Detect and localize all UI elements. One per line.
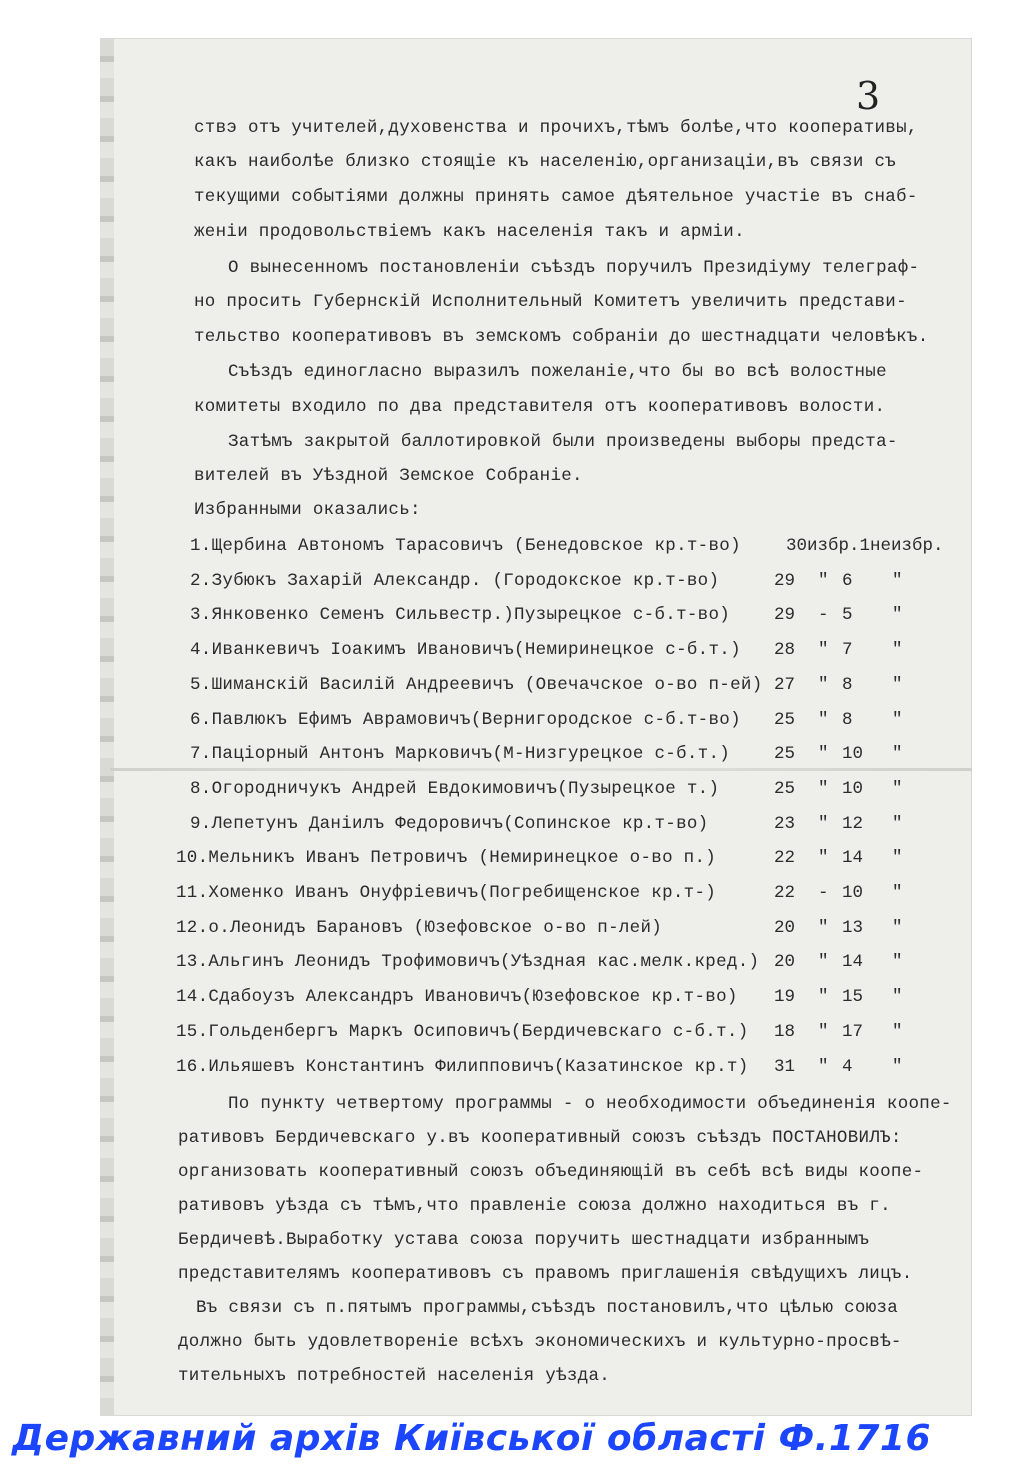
candidate-entry: 16.Ильяшевъ Константинъ Филипповичъ(Казатинское кр.т) [176, 1057, 749, 1077]
candidate-entry: 12.о.Леонидъ Барановъ (Юзефовское о-во п-лей) [176, 918, 663, 938]
ditto-mark: " [818, 640, 829, 660]
votes-for: 31 [774, 1057, 796, 1077]
votes-for: 22 [774, 848, 796, 868]
votes-for: 25 [774, 779, 796, 799]
votes-against: 10 [842, 779, 864, 799]
ditto-mark: " [818, 779, 829, 799]
text-line: ствэ отъ учителей,духовенства и прочихъ,тѣмъ болѣе,что кооперативы, [194, 118, 918, 138]
archive-watermark: Державний архів Київської області Ф.1716 [12, 1418, 932, 1459]
votes-against: 10 [842, 744, 864, 764]
candidate-entry: 7.Паціорный Антонъ Марковичъ(М-Низгурецкое с-б.т.) [190, 744, 731, 764]
text-line: тительныхъ потребностей населенія уѣзда. [178, 1366, 611, 1386]
text-line: Въ связи съ п.пятымъ программы,съѣздъ постановилъ,что цѣлью союза [196, 1298, 899, 1318]
votes-for: 20 [774, 952, 796, 972]
ditto-mark: " [818, 675, 829, 695]
vote-tally: 30избр.1неизбр. [786, 536, 944, 556]
votes-against: 7 [842, 640, 853, 660]
votes-for: 29 [774, 571, 796, 591]
ditto-mark: " [892, 640, 903, 660]
votes-against: 15 [842, 987, 864, 1007]
text-line: представителямъ кооперативовъ съ правомъ приглашенія свѣдущихъ лицъ. [178, 1264, 913, 1284]
ditto-mark: " [818, 987, 829, 1007]
ditto-mark: " [892, 987, 903, 1007]
ditto-mark: " [892, 710, 903, 730]
ditto-mark: " [892, 1022, 903, 1042]
candidate-entry: 5.Шиманскій Василій Андреевичъ (Овечачское о-во п-ей) [190, 675, 763, 695]
votes-for: 23 [774, 814, 796, 834]
text-line: О вынесенномъ постановленіи съѣздъ поручилъ Президіуму телеграф- [228, 258, 920, 278]
ditto-mark: " [818, 1057, 829, 1077]
votes-against: 12 [842, 814, 864, 834]
text-line: ративовъ уѣзда съ тѣмъ,что правленіе союза должно находиться въ г. [178, 1196, 891, 1216]
ditto-mark: " [818, 744, 829, 764]
text-line: По пункту четвертому программы - о необходимости объединенія коопе- [228, 1094, 952, 1114]
ditto-mark: " [818, 1022, 829, 1042]
votes-against: 8 [842, 675, 853, 695]
ditto-mark: " [818, 848, 829, 868]
page-number: 3 [856, 74, 881, 118]
ditto-mark: " [892, 1057, 903, 1077]
text-line: Избранными оказались: [194, 500, 421, 520]
candidate-entry: 1.Щербина Автономъ Тарасовичъ (Бенедовское кр.т-во) [190, 536, 741, 556]
votes-for: 27 [774, 675, 796, 695]
text-line: ративовъ Бердичевскаго у.въ кооперативный союзъ съѣздъ ПОСТАНОВИЛЪ: [178, 1128, 902, 1148]
votes-against: 17 [842, 1022, 864, 1042]
text-line: какъ наиболѣе близко стоящіе къ населенію,организаціи,въ связи съ [194, 152, 897, 172]
text-line: текущими событіями должны принять самое дѣятельное участіе въ снаб- [194, 187, 918, 207]
ditto-mark: - [818, 605, 829, 625]
candidate-entry: 11.Хоменко Иванъ Онуфріевичъ(Погребищенское кр.т-) [176, 883, 717, 903]
votes-against: 14 [842, 848, 864, 868]
candidate-entry: 10.Мельникъ Иванъ Петровичъ (Немиринецкое о-во п.) [176, 848, 717, 868]
votes-against: 4 [842, 1057, 853, 1077]
votes-against: 5 [842, 605, 853, 625]
ditto-mark: - [818, 883, 829, 903]
votes-against: 13 [842, 918, 864, 938]
candidate-entry: 15.Гольденбергъ Маркъ Осиповичъ(Бердичевскаго с-б.т.) [176, 1022, 749, 1042]
votes-against: 6 [842, 571, 853, 591]
ditto-mark: " [892, 744, 903, 764]
ditto-mark: " [892, 605, 903, 625]
votes-for: 28 [774, 640, 796, 660]
text-line: Затѣмъ закрытой баллотировкой были произведены выборы предста- [228, 432, 898, 452]
paper-fold [110, 768, 972, 771]
text-line: Съѣздъ единогласно выразилъ пожеланіе,что бы во всѣ волостные [228, 362, 887, 382]
ditto-mark: " [892, 814, 903, 834]
ditto-mark: " [818, 918, 829, 938]
text-line: вителей въ Уѣздной Земское Собраніе. [194, 466, 583, 486]
ditto-mark: " [818, 571, 829, 591]
ditto-mark: " [818, 814, 829, 834]
candidate-entry: 6.Павлюкъ Ефимъ Аврамовичъ(Вернигородское с-б.т-во) [190, 710, 741, 730]
candidate-entry: 9.Лепетунъ Даніилъ Федоровичъ(Сопинское кр.т-во) [190, 814, 709, 834]
ditto-mark: " [818, 710, 829, 730]
text-line: Бердичевѣ.Выработку устава союза поручить шестнадцати избраннымъ [178, 1230, 870, 1250]
votes-against: 10 [842, 883, 864, 903]
ditto-mark: " [892, 918, 903, 938]
votes-for: 25 [774, 744, 796, 764]
text-line: но просить Губернскій Исполнительный Комитетъ увеличить представи- [194, 292, 907, 312]
ditto-mark: " [892, 952, 903, 972]
votes-against: 14 [842, 952, 864, 972]
votes-against: 8 [842, 710, 853, 730]
text-line: должно быть удовлетвореніе всѣхъ экономическихъ и культурно-просвѣ- [178, 1332, 902, 1352]
candidate-entry: 13.Альгинъ Леонидъ Трофимовичъ(Уѣздная кас.мелк.кред.) [176, 952, 760, 972]
candidate-entry: 8.Огородничукъ Андрей Евдокимовичъ(Пузырецкое т.) [190, 779, 720, 799]
text-line: тельство кооперативовъ въ земскомъ собраніи до шестнадцати человѣкъ. [194, 327, 929, 347]
ditto-mark: " [892, 779, 903, 799]
candidate-entry: 3.Янковенко Семенъ Сильвестр.)Пузырецкое с-б.т-во) [190, 605, 731, 625]
text-line: комитеты входило по два представителя отъ кооперативовъ волости. [194, 397, 886, 417]
ditto-mark: " [818, 952, 829, 972]
ditto-mark: " [892, 848, 903, 868]
candidate-entry: 14.Сдабоузъ Александръ Ивановичъ(Юзефовское кр.т-во) [176, 987, 738, 1007]
candidate-entry: 4.Иванкевичъ Іоакимъ Ивановичъ(Немиринецкое с-б.т.) [190, 640, 741, 660]
ditto-mark: " [892, 883, 903, 903]
candidate-entry: 2.Зубюкъ Захарій Александр. (Городокское кр.т-во) [190, 571, 720, 591]
votes-for: 19 [774, 987, 796, 1007]
text-line: женіи продовольствіемъ какъ населенія такъ и арміи. [194, 222, 745, 242]
ditto-mark: " [892, 675, 903, 695]
votes-for: 25 [774, 710, 796, 730]
ditto-mark: " [892, 571, 903, 591]
votes-for: 20 [774, 918, 796, 938]
votes-for: 22 [774, 883, 796, 903]
votes-for: 18 [774, 1022, 796, 1042]
text-line: организовать кооперативный союзъ объединяющій въ себѣ всѣ виды коопе- [178, 1162, 924, 1182]
votes-for: 29 [774, 605, 796, 625]
